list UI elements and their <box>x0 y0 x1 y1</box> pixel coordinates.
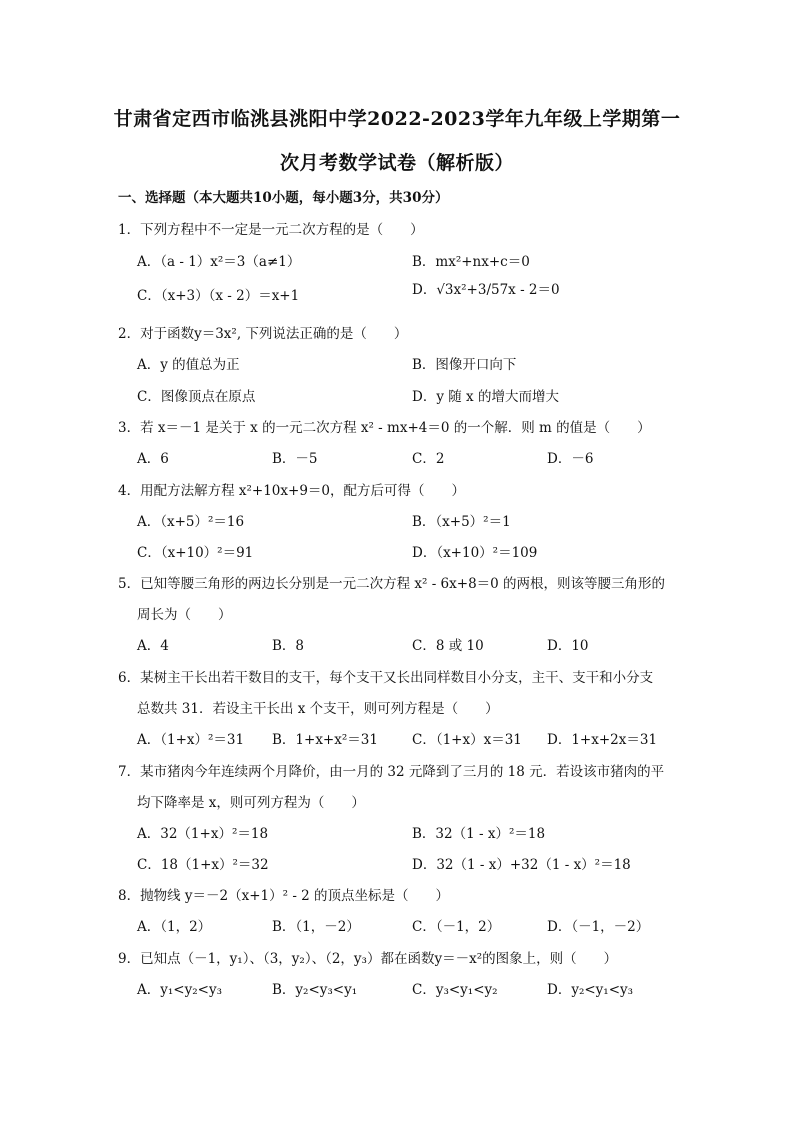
question-6-option-b: B．1+x+x²＝31 <box>272 732 378 748</box>
question-4-option-c: C．（x+10）²＝91 <box>137 545 254 561</box>
question-8-option-d: D．（－1，－2） <box>547 919 650 935</box>
question-9-stem: 9．已知点（－1，y₁）、（3，y₂）、（2，y₃）都在函数y＝－x²的图象上，则（ ） <box>118 951 618 967</box>
question-5-option-a: A．4 <box>137 638 169 654</box>
question-6-option-a: A．（1+x）²＝31 <box>137 732 245 748</box>
question-1-option-c: C．（x+3）（x - 2）＝x+1 <box>137 288 300 304</box>
question-4-option-a: A．（x+5）²＝16 <box>137 514 245 530</box>
question-7-option-a: A．32（1+x）²＝18 <box>137 826 269 842</box>
question-4-option-b: B．（x+5）²＝1 <box>412 514 511 530</box>
question-3-option-c: C．2 <box>412 451 445 467</box>
question-6-option-d: D．1+x+2x＝31 <box>547 732 658 748</box>
question-5-option-c: C．8 或 10 <box>412 638 484 654</box>
question-6-stem: 6．某树主干长出若干数目的支干，每个支干又长出同样数目小分支，主干、支干和小分支 <box>118 670 654 686</box>
question-9-option-a: A．y₁<y₂<y₃ <box>137 982 222 998</box>
section-heading: 一、选择题（本大题共10小题，每小题3分，共30分） <box>118 190 449 206</box>
question-7-option-d: D．32（1 - x）+32（1 - x）²＝18 <box>412 857 631 873</box>
question-3-option-b: B．－5 <box>272 451 318 467</box>
question-1-option-a: A．（a - 1）x²＝3（a≠1） <box>137 254 301 270</box>
question-7-stem: 7．某市猪肉今年连续两个月降价，由一月的 32 元降到了三月的 18 元．若设该市猪肉的平 <box>118 764 665 780</box>
question-4-option-d: D．（x+10）²＝109 <box>412 545 538 561</box>
question-1-option-d: D．√3x²+3/57x - 2＝0 <box>412 282 560 298</box>
question-1-option-b: B．mx²+nx+c＝0 <box>412 254 530 270</box>
question-1-stem: 1．下列方程中不一定是一元二次方程的是（ ） <box>118 222 424 238</box>
question-5-option-b: B．8 <box>272 638 305 654</box>
question-8-option-c: C．（－1，2） <box>412 919 501 935</box>
question-9-option-b: B．y₂<y₃<y₁ <box>272 982 358 998</box>
question-8-stem: 8．抛物线 y＝－2（x+1）² - 2 的顶点坐标是（ ） <box>118 888 450 904</box>
question-2-option-a: A．y 的值总为正 <box>137 357 240 373</box>
question-5-option-d: D．10 <box>547 638 589 654</box>
question-3-stem: 3．若 x＝－1 是关于 x 的一元二次方程 x² - mx+4＝0 的一个解．则 m 的值是（ ） <box>118 420 651 436</box>
question-6-option-c: C．（1+x）x＝31 <box>412 732 522 748</box>
question-3-option-d: D．－6 <box>547 451 594 467</box>
question-8-option-a: A．（1，2） <box>137 919 212 935</box>
question-7-stem-continued: 均下降率是 x，则可列方程为（ ） <box>137 795 365 811</box>
page-title-line1: 甘肃省定西市临洮县洮阳中学2022-2023学年九年级上学期第一 <box>113 108 681 130</box>
question-9-option-c: C．y₃<y₁<y₂ <box>412 982 498 998</box>
question-2-option-d: D．y 随 x 的增大而增大 <box>412 389 559 405</box>
question-6-stem-continued: 总数共 31．若设主干长出 x 个支干，则可列方程是（ ） <box>137 701 499 717</box>
question-2-option-b: B．图像开口向下 <box>412 357 517 373</box>
question-2-stem: 2．对于函数y＝3x², 下列说法正确的是（ ） <box>118 326 408 342</box>
question-3-option-a: A．6 <box>137 451 169 467</box>
question-2-option-c: C．图像顶点在原点 <box>137 389 256 405</box>
question-4-stem: 4．用配方法解方程 x²+10x+9＝0，配方后可得（ ） <box>118 483 465 499</box>
page-title-line2: 次月考数学试卷（解析版） <box>279 152 514 174</box>
question-8-option-b: B．（1，－2） <box>272 919 360 935</box>
question-7-option-c: C．18（1+x）²＝32 <box>137 857 269 873</box>
question-9-option-d: D．y₂<y₁<y₃ <box>547 982 634 998</box>
question-7-option-b: B．32（1 - x）²＝18 <box>412 826 546 842</box>
question-5-stem: 5．已知等腰三角形的两边长分别是一元二次方程 x² - 6x+8＝0 的两根，则该等腰三角形的 <box>118 576 666 592</box>
question-5-stem-continued: 周长为（ ） <box>137 607 232 623</box>
